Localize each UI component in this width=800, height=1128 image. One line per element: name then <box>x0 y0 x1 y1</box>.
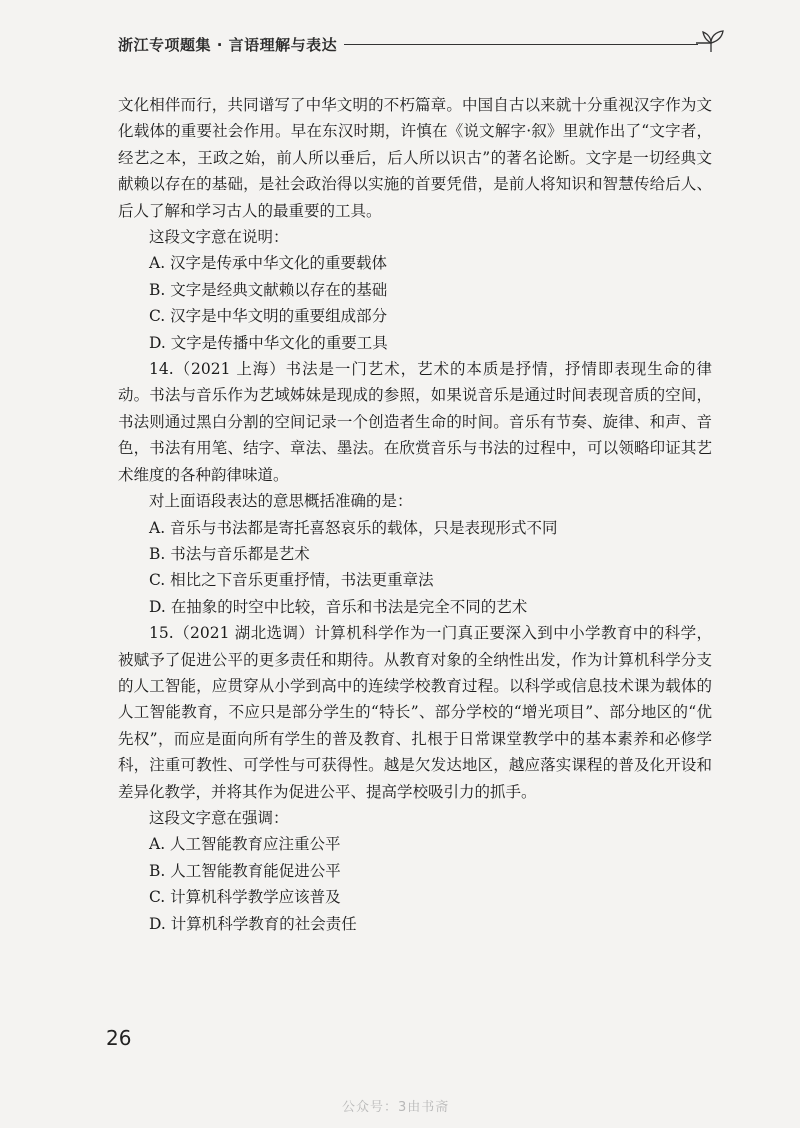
passage-13-text: 文化相伴而行，共同谱写了中华文明的不朽篇章。中国自古以来就十分重视汉字作为文化载体的重要社会作用。早在东汉时期，许慎在《说文解字·叙》里就作出了“文字者，经艺之本，王政之始，前人所以垂后，后人所以识古”的著名论断。文字是一切经典文献赖以存在的基础，是社会政治得以实施的首要凭借，是前人将知识和智慧传给后人、后人了解和学习古人的最重要的工具。 <box>118 96 712 220</box>
question-13-option-b: B. 文字是经典文献赖以存在的基础 <box>149 280 388 299</box>
page-content <box>118 92 712 937</box>
running-header <box>118 28 728 58</box>
watermark: 公众号：3由书斋 <box>342 1100 450 1115</box>
question-13-option-c: C. 汉字是中华文明的重要组成部分 <box>149 307 388 326</box>
question-15-option-d: D. 计算机科学教育的社会责任 <box>149 914 357 933</box>
question-14-prompt: 对上面语段表达的意思概括准确的是： <box>149 492 413 511</box>
passage-14-text: 14.（2021 上海）书法是一门艺术，艺术的本质是抒情，抒情即表现生命的律动。书法与音乐作为艺域姊妹是现成的参照，如果说音乐是通过时间表现音质的空间，书法则通过黑白分割的空间记录一个创造者生命的时间。音乐有节奏、旋律、和声、音色，书法有用笔、结字、章法、墨法。在欣赏音乐与书法的过程中，可以领略印证其艺术维度的各种韵律味道。 <box>118 360 712 484</box>
question-14-option-d: D. 在抽象的时空中比较，音乐和书法是完全不同的艺术 <box>149 597 528 616</box>
passage-15-text: 15.（2021 湖北选调）计算机科学作为一门真正要深入到中小学教育中的科学，被赋予了促进公平的更多责任和期待。从教育对象的全纳性出发，作为计算机科学分支的人工智能，应贯穿从小学到高中的连续学校教育过程。以科学或信息技术课为载体的人工智能教育，不应只是部分学生的“特长”、部分学校的“增光项目”、部分地区的“优先权”，而应是面向所有学生的普及教育、扎根于日常课堂教学中的基本素养和必修学科，注重可教性、可学性与可获得性。越是欠发达地区，越应落实课程的普及化开设和差异化教学，并将其作为促进公平、提高学校吸引力的抓手。 <box>118 624 712 801</box>
question-14-option-a: A. 音乐与书法都是寄托喜怒哀乐的载体，只是表现形式不同 <box>149 518 558 537</box>
question-13-option-d: D. 文字是传播中华文化的重要工具 <box>149 333 388 352</box>
question-14-option-c: C. 相比之下音乐更重抒情，书法更重章法 <box>149 571 434 590</box>
question-15-prompt: 这段文字意在强调： <box>149 808 289 827</box>
header-title: 浙江专项题集 · 言语理解与表达 <box>118 36 338 54</box>
question-13-prompt: 这段文字意在说明： <box>149 228 289 247</box>
sprout-icon <box>694 26 728 56</box>
header-rule <box>344 44 698 45</box>
question-15-option-c: C. 计算机科学教学应该普及 <box>149 888 341 907</box>
question-14-option-b: B. 书法与音乐都是艺术 <box>149 544 310 563</box>
page-number: 26 <box>106 1026 132 1050</box>
question-13-option-a: A. 汉字是传承中华文化的重要载体 <box>149 254 388 273</box>
question-15-option-b: B. 人工智能教育能促进公平 <box>149 861 341 880</box>
question-15-option-a: A. 人工智能教育应注重公平 <box>149 835 341 854</box>
